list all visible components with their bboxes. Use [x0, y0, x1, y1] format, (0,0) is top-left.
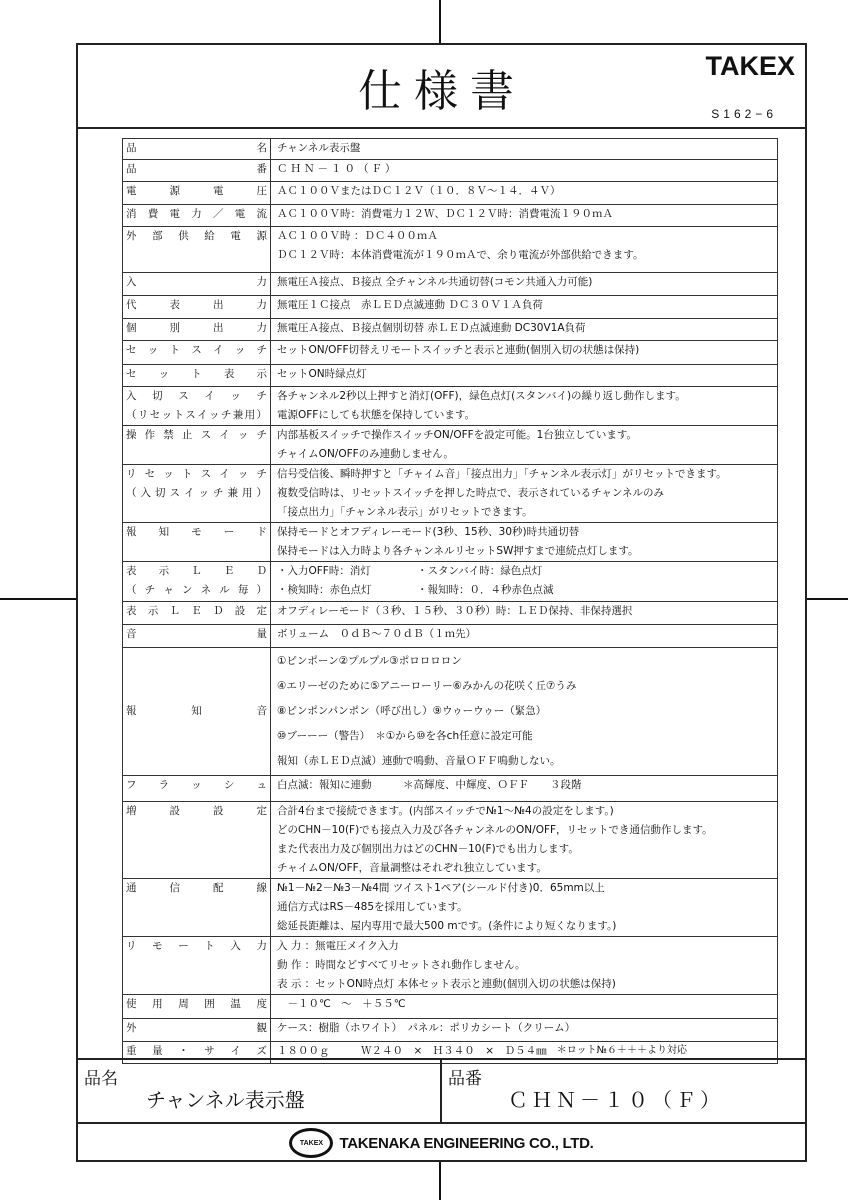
label-char: 設 — [234, 605, 246, 617]
label-char: リ — [126, 940, 137, 952]
spec-row — [123, 602, 778, 625]
label-char: 番 — [256, 163, 267, 175]
spec-value-line: ＡＣ１００Ｖ時 ：ＤＣ４００ｍＡ — [277, 230, 438, 242]
label-char: 流 — [256, 208, 267, 220]
spec-value-line: 動 作 ：時間などすべてリセットされ動作しません。 — [277, 959, 526, 971]
label-char: 個 — [126, 322, 137, 334]
label-char: 囲 — [204, 998, 215, 1010]
label-char: 力 — [256, 299, 267, 311]
label-char: ッ — [158, 368, 170, 380]
label-char: 示 — [256, 368, 267, 380]
spec-value-line: 総延長距離は、屋内専用で最大500 mです。(条件により短くなります。) — [277, 920, 617, 932]
spec-label — [123, 160, 271, 182]
spec-value — [271, 937, 778, 995]
company-row — [78, 1124, 805, 1162]
label-char: 圧 — [256, 185, 267, 197]
label-char: 出 — [213, 299, 224, 311]
spec-row — [123, 227, 778, 273]
label-char: 用 — [152, 998, 163, 1010]
label-char: 配 — [213, 882, 224, 894]
spec-row — [123, 802, 778, 879]
spec-value — [271, 365, 778, 387]
spec-label-sub: （ リ セ ッ ト ス イ ッ チ 兼 用 ） — [126, 409, 267, 421]
spec-row — [123, 205, 778, 227]
spec-value-line: 合計4台まで接続できます。(内部スイッチで№1～№4の設定をします。) — [277, 805, 614, 817]
spec-value-line: 内部基板スイッチで操作スイッチON/OFFを設定可能。1台独立しています。 — [277, 429, 637, 441]
spec-value-line: 白点滅：報知に連動 ＊高輝度、中輝度、ＯＦＦ ３段階 — [277, 779, 582, 791]
spec-value-line: ＤＣ１２Ｖ時：本体消費電流が１９０ｍＡで、余り電流が外部供給できます。 — [277, 249, 644, 261]
spec-value-line: 保持モードは入力時より各チャンネルリセットSW押すまで連続点灯します。 — [277, 545, 639, 557]
spec-row — [123, 319, 778, 341]
label-char: 通 — [126, 882, 137, 894]
spec-value-line: チャイムON/OFFのみ連動しません。 — [277, 448, 454, 460]
spec-label — [123, 937, 271, 995]
spec-value — [271, 802, 778, 879]
label-char: ス — [200, 429, 212, 441]
product-row — [78, 1060, 805, 1124]
label-char: 入 — [126, 390, 137, 402]
label-char: Ｌ — [169, 605, 180, 617]
spec-label — [123, 465, 271, 523]
label-char: 電 — [234, 208, 246, 220]
label-char: セ — [144, 468, 156, 480]
spec-value — [271, 160, 778, 182]
spec-value-line: №1－№2－№3－№4間 ツイスト1ペア(シールド付き)0．65mm以上 — [277, 882, 605, 894]
spec-value — [271, 139, 778, 160]
label-char: 使 — [126, 998, 137, 1010]
spec-value-line: －１０℃ ～ ＋５５℃ — [277, 998, 406, 1010]
spec-label — [123, 205, 271, 227]
label-char: 度 — [256, 998, 267, 1010]
label-char: ズ — [256, 1045, 267, 1057]
label-char: 増 — [126, 805, 137, 817]
spec-value-line: 報知（赤ＬＥＤ点滅）連動で鳴動、音量ＯＦＦ鳴動しない。 — [277, 755, 561, 767]
label-char: 表 — [126, 605, 137, 617]
product-number-label: 品番 — [448, 1069, 482, 1089]
label-char: ー — [223, 526, 235, 538]
label-char: 報 — [126, 705, 137, 717]
label-char: 音 — [256, 705, 267, 717]
label-char: 止 — [181, 429, 193, 441]
label-char: Ｄ — [256, 565, 267, 577]
label-char: チ — [256, 468, 267, 480]
label-char: ト — [204, 940, 215, 952]
label-char: 温 — [230, 998, 241, 1010]
label-char: 力 — [256, 940, 267, 952]
label-char: ト — [191, 368, 202, 380]
label-char: 品 — [126, 142, 137, 154]
label-char: ュ — [256, 779, 267, 791]
spec-value-line: ④エリーゼのために⑤アニーローリー⑥みかんの花咲く丘⑦うみ — [277, 680, 577, 692]
spec-label-sub: （ チ ャ ン ネ ル 毎 ） — [126, 584, 267, 596]
label-char: 入 — [230, 940, 241, 952]
label-char: リ — [126, 468, 137, 480]
label-char: 表 — [126, 565, 137, 577]
spec-row — [123, 1019, 778, 1042]
spec-label — [123, 227, 271, 273]
spec-label — [123, 523, 271, 562]
spec-row — [123, 879, 778, 937]
spec-value-line: １８００ｇ Ｗ２４０ × Ｈ３４０ × Ｄ５４㎜ — [277, 1045, 547, 1057]
spec-value — [271, 562, 778, 602]
spec-value — [271, 995, 778, 1019]
label-char: イ — [219, 468, 230, 480]
spec-value — [271, 426, 778, 465]
label-char: 部 — [152, 230, 163, 242]
document-frame — [76, 43, 807, 1162]
label-char: ッ — [147, 344, 159, 356]
label-char: Ｅ — [223, 565, 235, 577]
label-char: 電 — [213, 185, 224, 197]
spec-value — [271, 465, 778, 523]
label-char: 音 — [126, 628, 137, 640]
spec-value-line: 各チャンネル2秒以上押すと消灯(OFF)，緑色点灯(スタンバイ)の繰り返し動作します。 — [277, 390, 686, 402]
label-char: 電 — [169, 208, 180, 220]
spec-value — [271, 602, 778, 625]
spec-value-line: どのCHN－10(F)でも接点入力及び各チャンネルのON/OFF，リセットでき通信動作します。 — [277, 824, 713, 836]
spec-value — [271, 776, 778, 802]
label-char: ス — [191, 344, 202, 356]
crop-mark-bottom — [439, 1160, 441, 1200]
label-char: 供 — [178, 230, 189, 242]
label-char: 給 — [204, 230, 215, 242]
spec-value-line: ボリューム ０ｄＢ～７０ｄＢ（１ｍ先） — [277, 628, 477, 640]
spec-value-line: ⑧ピンポンパンポン（呼び出し）⑨ウゥーウゥー（緊急） — [277, 705, 547, 717]
label-char: シ — [223, 779, 235, 791]
spec-value-line: ①ピンポーン②プルプル③ポロロロロン — [277, 655, 462, 667]
spec-row — [123, 341, 778, 365]
label-char: 切 — [152, 390, 163, 402]
spec-row — [123, 995, 778, 1019]
label-char: 設 — [169, 805, 180, 817]
spec-label — [123, 387, 271, 426]
spec-value-line: チャンネル表示盤 — [277, 142, 361, 154]
label-char: 作 — [144, 429, 156, 441]
spec-value-line: 電源OFFにしても状態を保持しています。 — [277, 409, 476, 421]
spec-label — [123, 1019, 271, 1042]
crop-mark-top — [439, 0, 441, 43]
label-char: 源 — [169, 185, 180, 197]
label-char: ッ — [230, 390, 241, 402]
spec-label — [123, 648, 271, 776]
label-char: ッ — [237, 429, 249, 441]
label-char: 入 — [126, 276, 137, 288]
label-char: 代 — [126, 299, 137, 311]
spec-row — [123, 273, 778, 296]
label-char: ス — [200, 468, 212, 480]
spec-value-line: ＡＣ１００ＶまたはＤＣ１２Ｖ（１０．８Ｖ～１４．４Ｖ） — [277, 185, 561, 197]
label-char: 示 — [147, 605, 159, 617]
label-char: Ｄ — [213, 605, 224, 617]
product-name-cell — [78, 1060, 442, 1122]
label-char: 電 — [126, 185, 137, 197]
spec-row — [123, 160, 778, 182]
spec-value-item: ・入力OFF時：消灯 — [277, 565, 371, 577]
label-char: ド — [256, 526, 267, 538]
spec-value — [271, 341, 778, 365]
label-char: Ｅ — [191, 605, 202, 617]
label-char: 力 — [191, 208, 202, 220]
spec-label — [123, 319, 271, 341]
spec-label — [123, 273, 271, 296]
spec-table — [122, 138, 778, 1064]
label-char: 費 — [147, 208, 159, 220]
spec-row — [123, 562, 778, 602]
spec-row — [123, 182, 778, 205]
brand-logo: TAKEX — [705, 51, 795, 81]
spec-label — [123, 776, 271, 802]
spec-value — [271, 879, 778, 937]
spec-value-line: オフディレーモード（３秒、１５秒、３０秒）時：ＬＥＤ保持、非保持選択 — [277, 605, 633, 617]
company-name: TAKENAKA ENGINEERING CO., LTD. — [339, 1134, 594, 1152]
label-char: ッ — [191, 779, 202, 791]
label-char: サ — [204, 1045, 215, 1057]
spec-value — [271, 319, 778, 341]
label-char: チ — [256, 390, 267, 402]
spec-value — [271, 387, 778, 426]
spec-value-line: セットON/OFF切替えリモートスイッチと表示と連動(個別入切の状態は保持) — [277, 344, 640, 356]
label-char: 知 — [158, 526, 170, 538]
spec-value-line: 複数受信時は、リセットスイッチを押した時点で、表示されているチャンネルのみ — [277, 487, 665, 499]
product-number-cell — [442, 1060, 805, 1122]
spec-value-line — [277, 581, 771, 600]
spec-label — [123, 562, 271, 602]
label-char: 量 — [152, 1045, 163, 1057]
spec-value — [271, 296, 778, 319]
footnote: ＊ロット№６＋＋＋より対応 — [556, 1045, 687, 1056]
spec-value — [271, 205, 778, 227]
label-char: 線 — [256, 882, 267, 894]
label-char: 表 — [169, 299, 180, 311]
spec-value — [271, 1019, 778, 1042]
title-block — [78, 1058, 805, 1162]
label-char: チ — [256, 344, 267, 356]
spec-label — [123, 625, 271, 648]
label-char: 量 — [256, 628, 267, 640]
spec-row — [123, 365, 778, 387]
label-char: ・ — [178, 1045, 189, 1057]
document-header — [78, 45, 805, 129]
product-name-value: チャンネル表示盤 — [146, 1088, 305, 1112]
label-char: フ — [126, 779, 137, 791]
spec-value-line: ケース：樹脂（ホワイト） パネル：ポリカシート（クリーム） — [277, 1022, 576, 1034]
product-number-value: ＣＨＮ－１０（Ｆ） — [508, 1088, 724, 1112]
label-char: 電 — [230, 230, 241, 242]
spec-value-item: ・スタンバイ時：緑色点灯 — [417, 565, 543, 577]
label-char: ラ — [158, 779, 170, 791]
label-char: ッ — [163, 468, 174, 480]
label-char: Ｌ — [191, 565, 202, 577]
spec-value-line: セットON時緑点灯 — [277, 368, 367, 380]
label-char: チ — [256, 429, 267, 441]
spec-value — [271, 227, 778, 273]
label-char: ト — [169, 344, 180, 356]
spec-row — [123, 139, 778, 160]
spec-label — [123, 602, 271, 625]
label-char: ／ — [213, 208, 224, 220]
label-char: セ — [126, 368, 137, 380]
spec-label — [123, 879, 271, 937]
label-char: 力 — [256, 322, 267, 334]
label-char: 別 — [169, 322, 180, 334]
spec-row — [123, 387, 778, 426]
spec-row — [123, 523, 778, 562]
spec-value-line: ＡＣ１００Ｖ時：消費電力１２Ｗ、ＤＣ１２Ｖ時：消費電流１９０ｍＡ — [277, 208, 613, 220]
label-char: 操 — [126, 429, 137, 441]
spec-label — [123, 139, 271, 160]
label-char: 定 — [256, 605, 267, 617]
label-char: ッ — [234, 344, 246, 356]
crop-mark-right — [805, 598, 848, 600]
label-char: 示 — [158, 565, 170, 577]
spec-row — [123, 465, 778, 523]
spec-label — [123, 296, 271, 319]
spec-value-line: ⑩ブーーー（警告） ＊①から⑩を各ch任意に設定可能 — [277, 730, 533, 742]
label-char: 出 — [213, 322, 224, 334]
spec-label — [123, 182, 271, 205]
label-char: 知 — [191, 705, 202, 717]
spec-value-line: 無電圧Ａ接点、Ｂ接点 全チャンネル共通切替(コモン共通入力可能) — [277, 276, 593, 288]
company-logo-icon: TAKEX — [289, 1128, 333, 1158]
spec-value — [271, 523, 778, 562]
spec-row — [123, 296, 778, 319]
spec-value — [271, 182, 778, 205]
spec-value-line — [277, 562, 771, 581]
product-name-label: 品名 — [84, 1069, 118, 1089]
spec-value-line: ＣＨＮ－１０（Ｆ） — [277, 163, 399, 175]
label-char: イ — [204, 390, 215, 402]
spec-value-line: 入 力 ：無電圧メイク入力 — [277, 940, 399, 952]
label-char: 禁 — [163, 429, 174, 441]
spec-value-line: 無電圧１Ｃ接点 赤ＬＥＤ点滅連動 ＤＣ３０Ｖ１Ａ負荷 — [277, 299, 543, 311]
spec-label — [123, 802, 271, 879]
spec-value-line: 信号受信後、瞬時押すと「チャイム音」「接点出力」「チャンネル表示灯」がリセットできます。 — [277, 468, 727, 480]
label-char: 外 — [126, 230, 137, 242]
spec-row — [123, 426, 778, 465]
label-char: 力 — [256, 276, 267, 288]
spec-value-line: チャイムON/OFF，音量調整はそれぞれ独立しています。 — [277, 862, 547, 874]
spec-value-line: 保持モードとオフディレーモード(3秒、15秒、30秒)時共通切替 — [277, 526, 580, 538]
label-char: 消 — [126, 208, 137, 220]
spec-row — [123, 648, 778, 776]
label-char: 設 — [213, 805, 224, 817]
label-char: 信 — [169, 882, 180, 894]
spec-row — [123, 776, 778, 802]
spec-value-line: 表 示 ：セットON時点灯 本体セット表示と連動(個別入切の状態は保持) — [277, 978, 616, 990]
label-char: 定 — [256, 805, 267, 817]
spec-value-line: 無電圧Ａ接点、Ｂ接点個別切替 赤ＬＥＤ点滅連動 DC30V1A負荷 — [277, 322, 586, 334]
spec-value-line: 「接点出力」「チャンネル表示」がリセットできます。 — [277, 506, 533, 518]
spec-label — [123, 995, 271, 1019]
spec-value — [271, 273, 778, 296]
label-char: 重 — [126, 1045, 137, 1057]
label-char: イ — [219, 429, 230, 441]
spec-value-item: ・検知時：赤色点灯 — [277, 584, 372, 596]
spec-value — [271, 625, 778, 648]
spec-label-sub: （ 入 切 ス イ ッ チ 兼 用 ） — [126, 487, 267, 499]
document-number: S162−6 — [711, 107, 777, 121]
label-char: セ — [126, 344, 137, 356]
spec-label — [123, 365, 271, 387]
spec-label — [123, 426, 271, 465]
label-char: ス — [178, 390, 189, 402]
document-title: 仕様書 — [358, 66, 526, 117]
spec-value-line: 通信方式はRS－485を採用しています。 — [277, 901, 468, 913]
label-char: 表 — [223, 368, 235, 380]
spec-value — [271, 648, 778, 776]
label-char: 周 — [178, 998, 189, 1010]
label-char: 報 — [126, 526, 137, 538]
spec-row — [123, 937, 778, 995]
label-char: ッ — [237, 468, 249, 480]
label-char: 外 — [126, 1022, 137, 1034]
spec-value-item: ・報知時：０．４秒赤色点滅 — [417, 584, 554, 596]
label-char: モ — [191, 526, 202, 538]
label-char: 品 — [126, 163, 137, 175]
label-char: 源 — [256, 230, 267, 242]
spec-value-line: また代表出力及び個別出力はどのCHN－10(F)でも出力します。 — [277, 843, 579, 855]
spec-label — [123, 341, 271, 365]
label-char: イ — [230, 1045, 241, 1057]
label-char: モ — [152, 940, 163, 952]
label-char: 観 — [256, 1022, 267, 1034]
crop-mark-left — [0, 598, 76, 600]
spec-row — [123, 625, 778, 648]
label-char: ト — [181, 468, 193, 480]
label-char: 名 — [256, 142, 267, 154]
label-char: イ — [213, 344, 224, 356]
label-char: ー — [178, 940, 189, 952]
